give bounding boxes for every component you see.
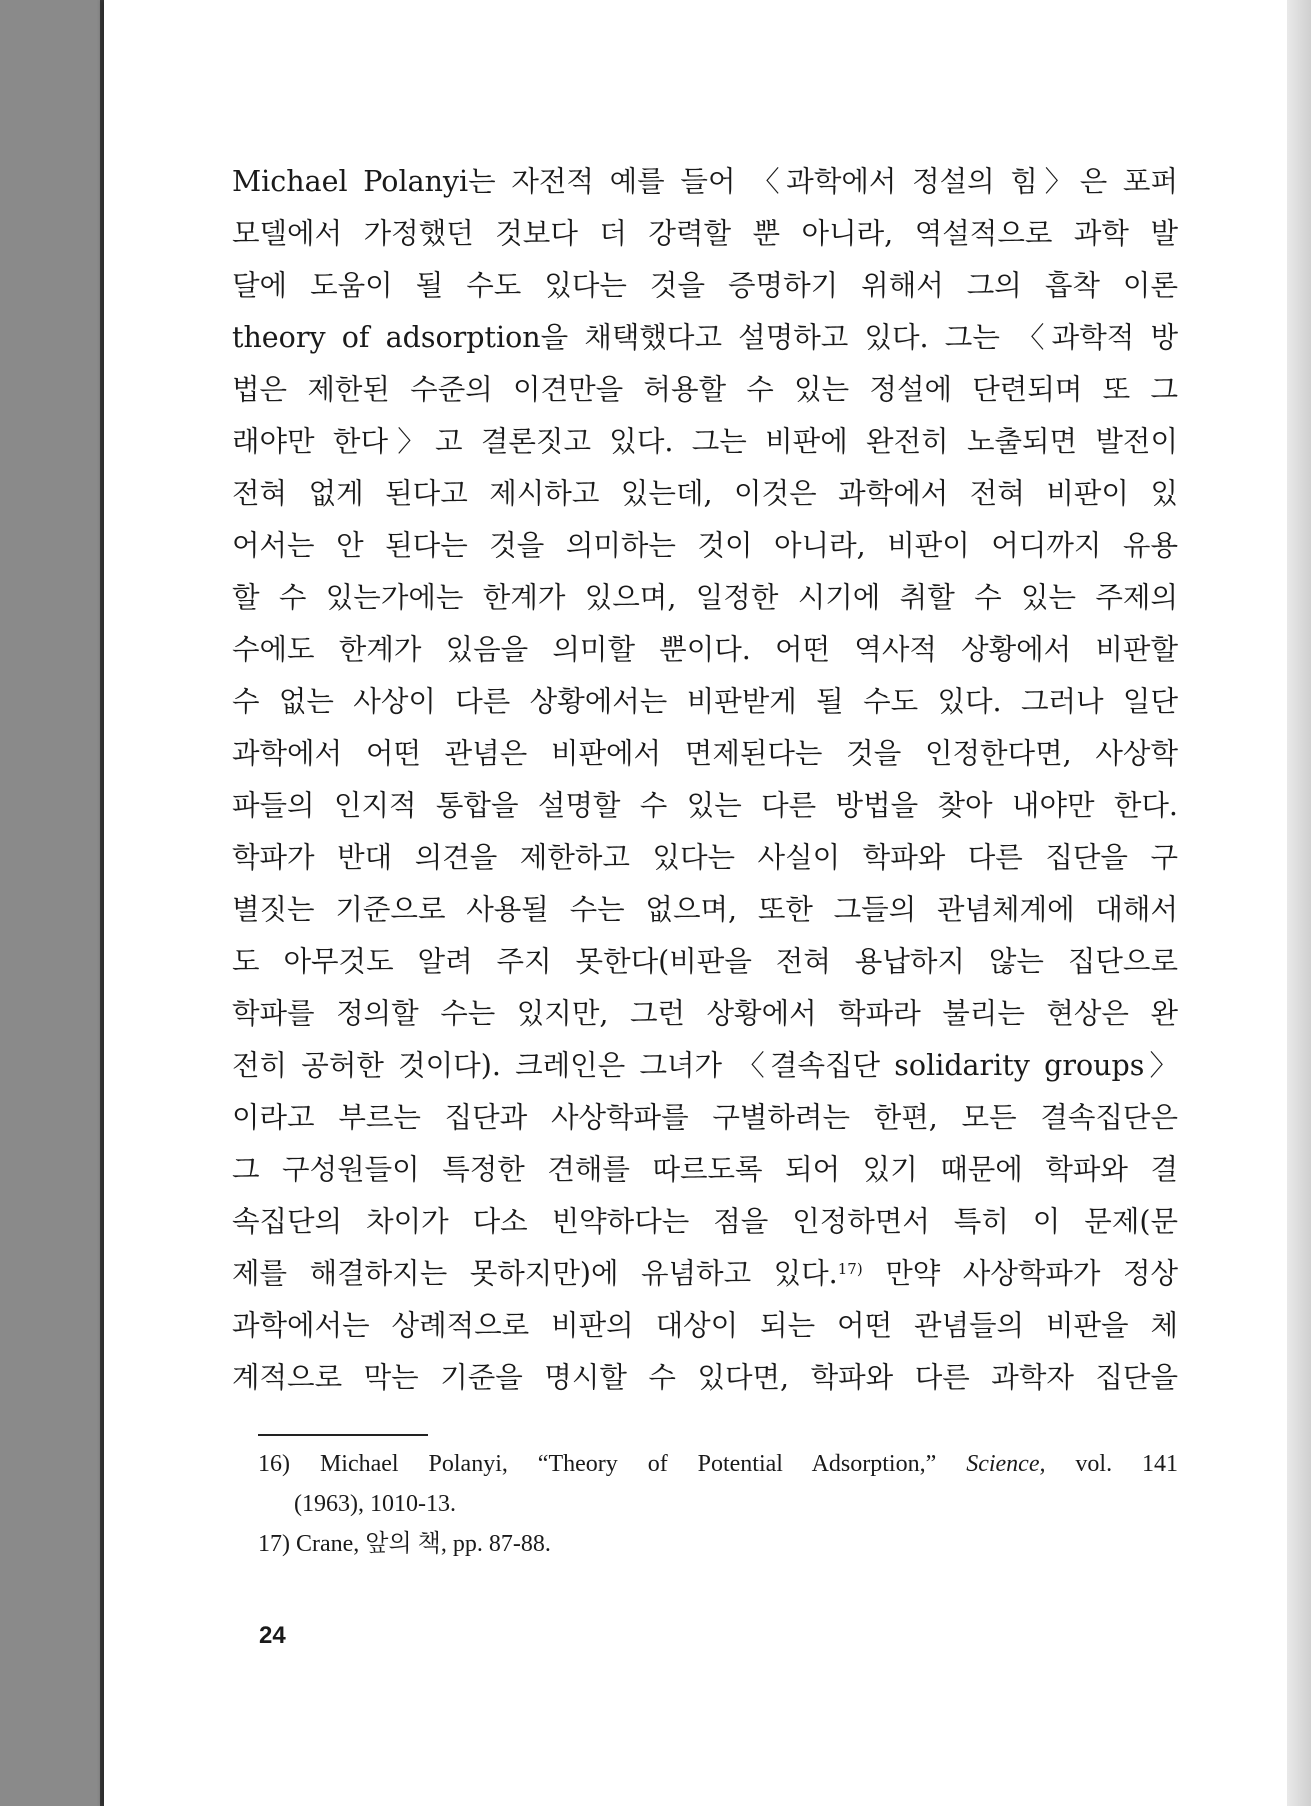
footnote-16-continuation: (1963), 1010-13. bbox=[294, 1491, 456, 1517]
text-line-with-footnote bbox=[232, 1248, 1178, 1300]
text-line: 달에 도움이 될 수도 있다는 것을 증명하기 위해서 그의 흡착 이론 bbox=[232, 269, 1178, 302]
text-line: 학파가 반대 의견을 제한하고 있다는 사실이 학파와 다른 집단을 구 bbox=[232, 841, 1178, 874]
text-line: theory of adsorption을 채택했다고 설명하고 있다. 그는 〈과학적 방 bbox=[232, 321, 1178, 354]
footnote-text: Michael Polanyi, “Theory of Potential Adsorption,” bbox=[319, 1451, 937, 1477]
text-line: 수에도 한계가 있음을 의미할 뿐이다. 어떤 역사적 상황에서 비판할 bbox=[232, 633, 1178, 666]
text-line: 과학에서 어떤 관념은 비판에서 면제된다는 것을 인정한다면, 사상학 bbox=[232, 737, 1178, 770]
text-line: 계적으로 막는 기준을 명시할 수 있다면, 학파와 다른 과학자 집단을 bbox=[232, 1361, 1178, 1394]
footnotes bbox=[258, 1444, 1178, 1564]
text-line: 래야만 한다〉고 결론짓고 있다. 그는 비판에 완전히 노출되면 발전이 bbox=[232, 425, 1178, 458]
footnote-17 bbox=[258, 1524, 1178, 1564]
text-line: 모델에서 가정했던 것보다 더 강력할 뿐 아니라, 역설적으로 과학 발 bbox=[232, 217, 1178, 250]
text-line: 별짓는 기준으로 사용될 수는 없으며, 또한 그들의 관념체계에 대해서 bbox=[232, 893, 1178, 926]
text-line-end: 만약 사상학파가 정상 bbox=[885, 1257, 1179, 1290]
page-right-edge bbox=[1287, 0, 1311, 1806]
footnote-mark: 17) bbox=[837, 1260, 863, 1278]
text-line-start: 제를 해결하지는 못하지만)에 유념하고 있다. bbox=[232, 1257, 838, 1290]
footnote-number: 16) bbox=[258, 1451, 290, 1477]
text-line: 전혀 없게 된다고 제시하고 있는데, 이것은 과학에서 전혀 비판이 있 bbox=[232, 477, 1178, 510]
page-number: 24 bbox=[259, 1622, 286, 1649]
text-line: 과학에서는 상례적으로 비판의 대상이 되는 어떤 관념들의 비판을 체 bbox=[232, 1309, 1178, 1342]
text-line: 할 수 있는가에는 한계가 있으며, 일정한 시기에 취할 수 있는 주제의 bbox=[232, 581, 1178, 614]
text-line: 어서는 안 된다는 것을 의미하는 것이 아니라, 비판이 어디까지 유용 bbox=[232, 529, 1178, 562]
text-line: 그 구성원들이 특정한 견해를 따르도록 되어 있기 때문에 학파와 결 bbox=[232, 1153, 1178, 1186]
text-line: 학파를 정의할 수는 있지만, 그런 상황에서 학파라 불리는 현상은 완 bbox=[232, 997, 1178, 1030]
text-line: 속집단의 차이가 다소 빈약하다는 점을 인정하면서 특히 이 문제(문 bbox=[232, 1205, 1178, 1238]
footnote-number: 17) bbox=[258, 1531, 290, 1557]
text-line: 파들의 인지적 통합을 설명할 수 있는 다른 방법을 찾아 내야만 한다. bbox=[232, 789, 1178, 822]
text-line: 법은 제한된 수준의 이견만을 허용할 수 있는 정설에 단련되며 또 그 bbox=[232, 373, 1178, 406]
footnote-16 bbox=[258, 1444, 1178, 1484]
text-line: 수 없는 사상이 다른 상황에서는 비판받게 될 수도 있다. 그러나 일단 bbox=[232, 685, 1178, 718]
footnote-divider bbox=[258, 1434, 428, 1436]
footnote-text: vol. 141 bbox=[1075, 1451, 1179, 1477]
text-line: 이라고 부르는 집단과 사상학파를 구별하려는 한편, 모든 결속집단은 bbox=[232, 1101, 1178, 1134]
body-text bbox=[232, 156, 1178, 1404]
text-line: Michael Polanyi는 자전적 예를 들어 〈과학에서 정설의 힘〉은 포퍼 bbox=[232, 165, 1178, 198]
text-line: 전히 공허한 것이다). 크레인은 그녀가 〈결속집단 solidarity groups〉 bbox=[232, 1049, 1178, 1082]
footnote-journal: Science, bbox=[966, 1451, 1046, 1477]
text-line: 도 아무것도 알려 주지 못한다(비판을 전혀 용납하지 않는 집단으로 bbox=[232, 945, 1178, 978]
footnote-text: Crane, 앞의 책, pp. 87-88. bbox=[296, 1531, 551, 1557]
